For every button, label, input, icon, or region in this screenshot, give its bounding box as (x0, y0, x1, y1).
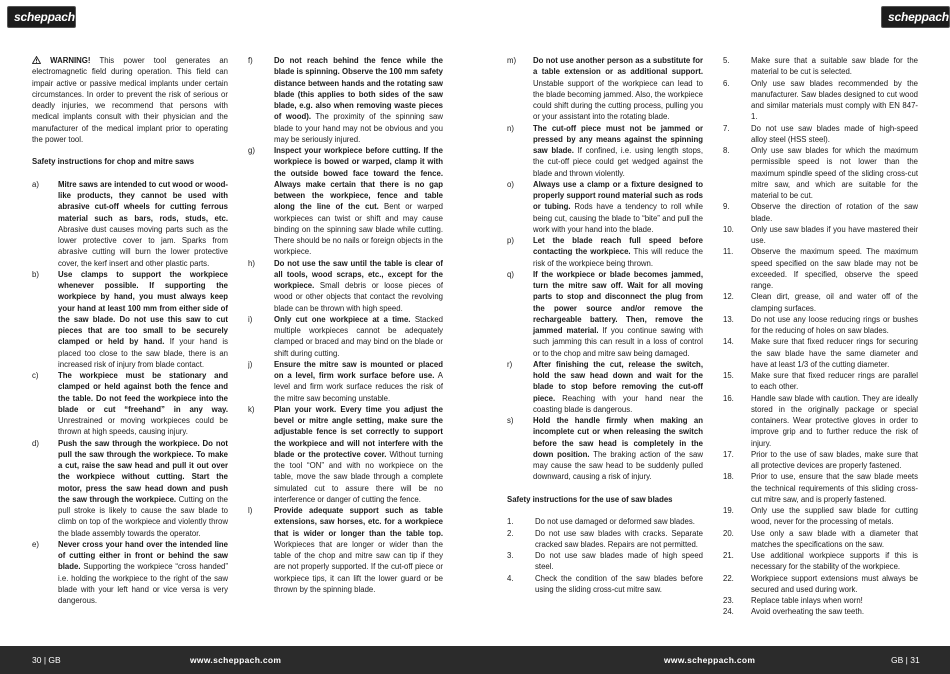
item-text: Rods have a tendency to roll while being cut, causing the blade to “bite” and pull the work with your hand into the blade. (533, 202, 703, 234)
instruction-item-m (507, 55, 703, 123)
item-label: 10. (723, 224, 734, 234)
item-text: Make sure that a suitable saw blade for the material to be cut is selected. (751, 56, 918, 77)
instruction-item-e (32, 539, 228, 607)
item-bold-text: Provide adequate support such as table extensions, saw horses, etc. for a workpiece that is wider or longer than the table top. (274, 506, 443, 538)
instruction-list-m-s (507, 55, 703, 483)
item-label: o) (507, 179, 514, 189)
page-number-left: 30 | GB (32, 655, 61, 665)
instruction-item-b (32, 269, 228, 370)
item-label: 19. (723, 506, 734, 515)
item-label: 22. (723, 573, 734, 583)
item-bold-text: Ensure the mitre saw is mounted or placed on a level, firm work surface before use. (274, 359, 443, 380)
instruction-item-l (248, 505, 443, 595)
item-bold-text: Hold the handle firmly when making an incomplete cut or when releasing the switch before the saw head is completely in the down position. (533, 416, 703, 459)
instruction-item-h (248, 258, 443, 314)
item-label: n) (507, 123, 514, 133)
item-text: Small debris or loose pieces of wood or other objects that contact the revolving blade can be thrown with high speed. (274, 281, 443, 313)
numbered-list-1-4 (507, 516, 703, 595)
footer-url-right[interactable]: www.scheppach.com (664, 655, 756, 665)
item-label: 20. (723, 528, 734, 538)
item-label: l) (248, 506, 253, 515)
instruction-item-n (507, 123, 703, 179)
item-text: Only use saw blades if you have mastered their use. (751, 224, 918, 245)
item-label: r) (507, 359, 513, 369)
numbered-item-24 (723, 606, 918, 617)
item-text: Replace table inlays when worn! (751, 596, 863, 605)
item-label: b) (32, 269, 39, 279)
instruction-list-a-e (32, 179, 228, 607)
item-text: The braking action of the saw may cause the saw head to be suddenly pulled downward, causing a risk of injury. (533, 449, 703, 482)
numbered-item-23 (723, 595, 918, 606)
item-label: 17. (723, 449, 734, 459)
item-bold-text: Use clamps to support the workpiece whenever possible. If supporting the workpiece by hand, you must always keep your hand at least 100 mm from either side of the saw blade. Do not use this saw to cut pieces that are too small to be securely clamped or held by hand. (58, 269, 228, 347)
numbered-item-12 (723, 291, 918, 314)
item-bold-text: The cut-off piece must not be jammed or pressed by any means against the spinning saw blade. (533, 123, 703, 155)
item-label: 21. (723, 551, 734, 560)
numbered-item-20 (723, 528, 918, 551)
item-text: Make sure that fixed reducer rings for securing the saw blade have the same diameter and have at least 1/3 of the cutting diameter. (751, 337, 918, 369)
numbered-item-3 (507, 550, 703, 573)
item-label: m) (507, 56, 517, 65)
item-label: 2. (507, 528, 514, 538)
item-bold-text: Plan your work. Every time you adjust the bevel or mitre angle setting, make sure the adjustable fence is set correctly to support the workpiece and will not interfere with the blade or the protective cover. (274, 404, 443, 459)
numbered-item-2 (507, 528, 703, 551)
instruction-item-a (32, 179, 228, 269)
numbered-item-22 (723, 573, 918, 596)
warning-paragraph (32, 55, 228, 145)
item-text: If confined, i.e. using length stops, the cut-off piece could get wedged against the blade and thrown violently. (533, 146, 703, 178)
item-bold-text: Only cut one workpiece at a time. (274, 314, 411, 324)
item-text: Do not use saw blades made of high-speed alloy steel (HSS steel). (751, 123, 918, 144)
item-text: Reaching with your hand near the coasting blade is dangerous. (533, 393, 703, 414)
numbered-item-14 (723, 336, 918, 370)
item-label: 8. (723, 146, 730, 155)
item-bold-text: Do not use another person as a substitute for a table extension or as additional support. (533, 56, 703, 77)
numbered-item-9 (723, 201, 918, 224)
item-label: j) (248, 359, 253, 369)
item-label: 1. (507, 517, 514, 527)
item-label: a) (32, 179, 39, 189)
numbered-item-5 (723, 55, 918, 78)
item-label: 24. (723, 607, 734, 617)
item-bold-text: Never cross your hand over the intended line of cutting either in front or behind the saw blade. (58, 539, 228, 572)
item-text: Make sure that fixed reducer rings are parallel to each other. (751, 371, 918, 392)
section-heading-chop-mitre: Safety instructions for chop and mitre saws (32, 157, 195, 167)
item-bold-text: Always use a clamp or a fixture designed to properly support round material such as rods or tubing. (533, 179, 703, 212)
instruction-item-p (507, 235, 703, 269)
item-label: p) (507, 236, 514, 245)
item-label: d) (32, 438, 39, 448)
item-text: If you continue sawing with such jamming this can result in a loss of control or to the chop and mitre saw being damaged. (533, 326, 703, 358)
item-bold-text: Let the blade reach full speed before contacting the workpiece. (533, 236, 703, 257)
item-text: Prior to the use of saw blades, make sure that all protective devices are properly fastened. (751, 449, 918, 470)
instruction-item-o (507, 179, 703, 235)
item-bold-text: Inspect your workpiece before cutting. If the workpiece is bowed or warped, clamp it with the outside bowed face toward the fence. Always make certain that there is no gap between the workpiece, fence and table along the line of the cut. (274, 146, 443, 212)
item-text: This will reduce the risk of the workpiece being thrown. (533, 247, 703, 268)
numbered-item-18 (723, 471, 918, 505)
item-label: 6. (723, 78, 730, 88)
item-text: Stacked multiple workpieces cannot be adequately clamped or braced and may bind on the blade or shift during cutting. (274, 314, 443, 358)
item-label: h) (248, 258, 255, 268)
item-label: 15. (723, 371, 734, 380)
item-text: Handle saw blade with caution. They are ideally stored in the originally package or special containers. Wear protective gloves in order to improve grip and to further reduce the risk of injury. (751, 393, 918, 448)
numbered-item-13 (723, 314, 918, 337)
brand-logo-left: scheppach (7, 6, 76, 28)
item-label: 14. (723, 337, 734, 347)
item-label: 16. (723, 393, 734, 403)
item-label: c) (32, 371, 39, 380)
item-label: s) (507, 416, 514, 425)
item-label: 13. (723, 314, 734, 324)
warning-label: WARNING! (50, 56, 91, 65)
item-text: Use only a saw blade with a diameter that matches the specifications on the saw. (751, 528, 918, 549)
item-label: q) (507, 269, 514, 279)
numbered-item-10 (723, 224, 918, 247)
item-bold-text: Do not reach behind the fence while the blade is spinning. Observe the 100 mm safety distance between hands and the rotating saw blade (this applies to both sides of the saw blade, e.g. also when removing waste pieces of wood). (274, 56, 443, 122)
footer-bar (0, 646, 950, 674)
numbered-list-5-24 (723, 55, 918, 618)
item-label: 3. (507, 551, 514, 560)
item-bold-text: After finishing the cut, release the switch, hold the saw head down and wait for the blade to stop before removing the cut-off piece. (533, 359, 703, 403)
item-text: Unstable support of the workpiece can lead to the blade becoming jammed. Also, the workpiece could shift during the cutting process, pulling you or your assistant into the rotating blade. (533, 78, 703, 122)
numbered-item-8 (723, 145, 918, 201)
instruction-item-c (32, 370, 228, 438)
item-text: Check the condition of the saw blades before using the sliding cross-cut mitre saw. (535, 573, 703, 594)
warning-text: This power tool generates an electromagnetic field during operation. This field can impair active or passive medical implants under certain circumstances. In order to prevent the risk of serious or deadly injuries, we recommend that persons with medical implants consult with their physician and the manufacturer of the medical implant prior to operating the power tool. (32, 56, 228, 144)
instruction-item-s (507, 415, 703, 483)
instruction-item-g (248, 145, 443, 258)
item-text: Prior to use, ensure that the saw blade meets the technical requirements of this sliding cross-cut mitre saw, and is properly fastened. (751, 472, 918, 504)
column-2 (248, 55, 443, 630)
numbered-item-17 (723, 449, 918, 472)
item-text: Only use saw blades recommended by the manufacturer. Saw blades designed to cut wood and similar materials must comply with EN 847-1. (751, 78, 918, 122)
item-text: Do not use saw blades made of high speed steel. (535, 551, 703, 572)
item-bold-text: The workpiece must be stationary and clamped or held against both the fence and the table. Do not feed the workpiece into the blade or cut “freehand” in any way. (58, 371, 228, 414)
item-text: Without turning the tool “ON” and with no workpiece on the table, move the saw blade through a complete simulated cut to assure there will be no interference or danger of cutting the fence. (274, 449, 443, 504)
instruction-item-i (248, 314, 443, 359)
item-label: 12. (723, 292, 734, 302)
item-text: Observe the maximum speed. The maximum speed specified on the saw blade may not be exceeded. If specified, observe the speed range. (751, 247, 918, 290)
warning-triangle-icon (32, 56, 41, 64)
instruction-item-j (248, 359, 443, 404)
page-number-right: GB | 31 (891, 655, 920, 665)
column-1 (32, 55, 228, 630)
item-bold-text: Push the saw through the workpiece. Do not pull the saw through the workpiece. To make a cut, raise the saw head and pull it out over the workpiece without cutting. Start the motor, press the saw head down and push the saw through the workpiece. (58, 438, 228, 504)
item-text: If your hand is placed too close to the saw blade, there is an increased risk of injury from blade contact. (58, 337, 228, 369)
instruction-item-q (507, 269, 703, 359)
item-label: f) (248, 56, 253, 65)
item-label: i) (248, 314, 253, 324)
item-text: Do not use damaged or deformed saw blades. (535, 517, 695, 527)
item-text: Workpiece support extensions must always be secured and used during work. (751, 573, 918, 594)
item-text: Do not use any loose reducing rings or bushes for the reducing of holes on saw blades. (751, 314, 918, 335)
item-label: 23. (723, 596, 734, 605)
item-label: 7. (723, 123, 730, 133)
item-text: Only use saw blades for which the maximum permissible speed is not lower than the maximum spindle speed of the sliding cross-cut mitre saw, and which are suitable for the material to be cut. (751, 146, 918, 200)
item-bold-text: Mitre saws are intended to cut wood or wood-like products, they cannot be used with abrasive cut-off wheels for cutting ferrous material such as bars, rods, studs, etc. (58, 179, 228, 223)
item-label: k) (248, 404, 255, 414)
numbered-item-16 (723, 393, 918, 449)
numbered-item-11 (723, 246, 918, 291)
item-text: Only use the supplied saw blade for cutting wood, never for the processing of metals. (751, 506, 918, 527)
item-label: 18. (723, 472, 734, 482)
item-text: The proximity of the spinning saw blade to your hand may not be obvious and you may be seriously injured. (274, 112, 443, 144)
item-text: Supporting the workpiece “cross handed” i.e. holding the workpiece to the right of the saw blade with your left hand or vice versa is very dangerous. (58, 562, 228, 605)
column-3 (507, 55, 703, 630)
column-4 (723, 55, 918, 630)
item-text: Cutting on the pull stroke is likely to cause the saw blade to climb on top of the workpiece and violently throw the blade assembly towards the operator. (58, 494, 228, 538)
numbered-item-4 (507, 573, 703, 596)
numbered-item-6 (723, 78, 918, 123)
item-label: 9. (723, 202, 730, 212)
footer-url-left[interactable]: www.scheppach.com (190, 655, 282, 665)
item-bold-text: If the workpiece or blade becomes jammed, turn the mitre saw off. Wait for all moving parts to stop and disconnect the plug from the power source and/or remove the rechargeable battery. Then, remove the jammed material. (533, 269, 703, 335)
section-heading-saw-blades: Safety instructions for the use of saw blades (507, 494, 673, 504)
item-label: 5. (723, 56, 730, 65)
numbered-item-7 (723, 123, 918, 146)
instruction-item-d (32, 438, 228, 539)
item-text: A level and firm work surface reduces the risk of the mitre saw becoming unstable. (274, 371, 443, 403)
numbered-item-15 (723, 370, 918, 393)
item-label: 11. (723, 247, 734, 257)
item-text: Observe the direction of rotation of the saw blade. (751, 202, 918, 223)
item-label: e) (32, 539, 39, 549)
numbered-item-1 (507, 516, 703, 527)
instruction-item-k (248, 404, 443, 505)
item-text: Unrestrained or moving workpieces could be thrown at high speeds, causing injury. (58, 416, 228, 437)
item-text: Clean dirt, grease, oil and water off of the clamping surfaces. (751, 292, 918, 313)
instruction-list-f-l (248, 55, 443, 595)
item-bold-text: Do not use the saw until the table is clear of all tools, wood scraps, etc., except for the workpiece. (274, 258, 443, 290)
item-text: Bent or warped workpieces can twist or shift and may cause binding on the spinning saw blade while cutting. There should be no nails or foreign objects in the workpiece. (274, 202, 443, 257)
item-text: Abrasive dust causes moving parts such as the lower protective cover to jam. Sparks from abrasive cutting will burn the lower protective cover, the kerf insert and other plastic parts. (58, 224, 228, 268)
brand-logo-right: scheppach (881, 6, 950, 28)
item-label: g) (248, 146, 255, 155)
instruction-item-f (248, 55, 443, 145)
item-text: Use additional workpiece supports if this is necessary for the stability of the workpiece. (751, 551, 918, 572)
numbered-item-19 (723, 505, 918, 528)
item-text: Workpieces that are longer or wider than the table of the chop and mitre saw can tip if they are not properly supported. If the cut-off piece or workpiece tips, it can lift the lower guard or be thrown by the spinning blade. (274, 539, 443, 594)
item-text: Avoid overheating the saw teeth. (751, 607, 864, 617)
item-label: 4. (507, 573, 514, 583)
item-text: Do not use saw blades with cracks. Separate cracked saw blades. Repairs are not permitted. (535, 528, 703, 549)
instruction-item-r (507, 359, 703, 415)
numbered-item-21 (723, 550, 918, 573)
